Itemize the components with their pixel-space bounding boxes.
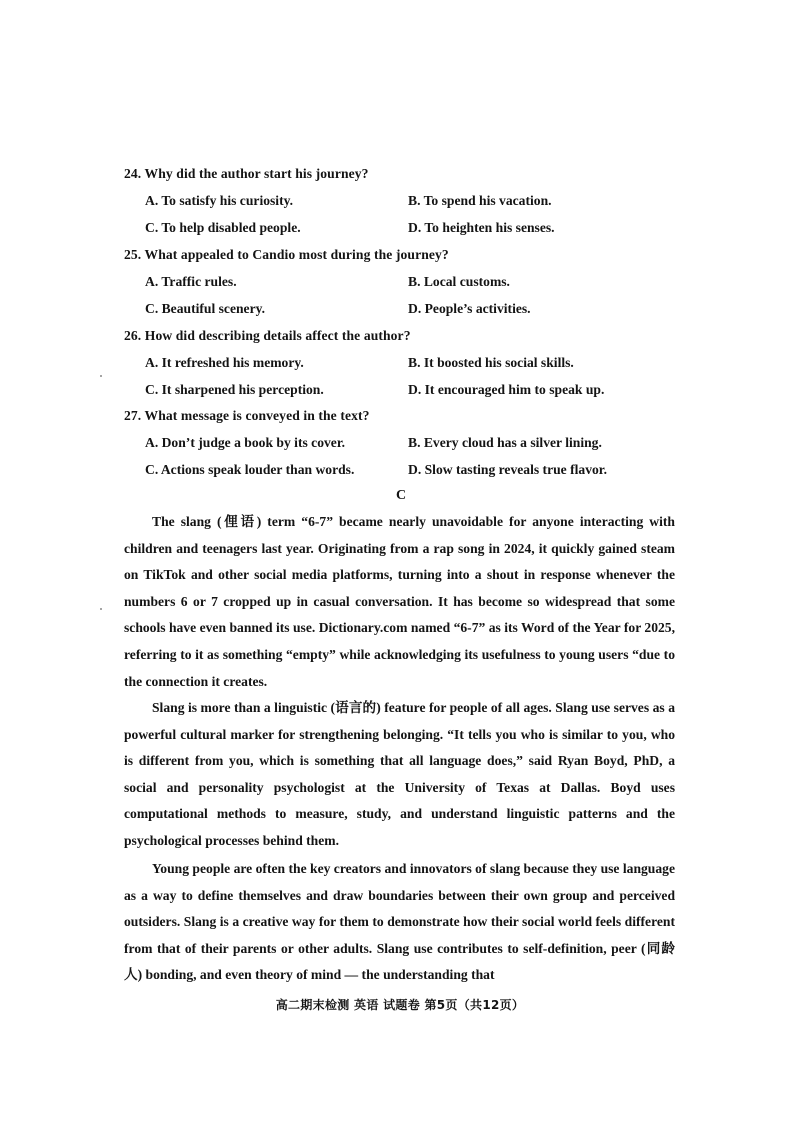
scan-speck (100, 608, 102, 610)
question-25-option-a: A. Traffic rules. (145, 274, 237, 289)
question-27-option-d: D. Slow tasting reveals true flavor. (408, 462, 607, 477)
question-26-option-a: A. It refreshed his memory. (145, 355, 304, 370)
question-24-stem: 24. Why did the author start his journey? (124, 166, 369, 181)
passage-paragraph-3: Young people are often the key creators and innovators of slang because they use language as a way to define themselves and draw boundaries between their own group and perceived outsiders. Slang is a creative way for them to demonstrate how their social world feels different from that of their parents or other adults. Slang use contributes to self-definition, peer (同龄人) bonding, and even theory of mind — the understanding that (124, 861, 675, 983)
question-24-option-d: D. To heighten his senses. (408, 220, 555, 235)
passage-paragraph-2: Slang is more than a linguistic (语言的) feature for people of all ages. Slang use serves as a powerful cultural marker for strengthening belonging. “It tells you who is similar to you, who is different from you, which is something that all language does,” said Ryan Boyd, PhD, a social and personality psychologist at the University of Texas at Dallas. Boyd uses computational methods to measure, study, and understand linguistic patterns and the psychological processes behind them. (124, 700, 675, 848)
question-24-option-c: C. To help disabled people. (145, 220, 301, 235)
question-24-option-b: B. To spend his vacation. (408, 193, 552, 208)
question-26-option-c: C. It sharpened his perception. (145, 382, 324, 397)
section-letter: C (396, 488, 407, 503)
question-25-option-d: D. People’s activities. (408, 301, 531, 316)
question-25-option-c: C. Beautiful scenery. (145, 301, 266, 316)
scan-speck (100, 375, 102, 377)
question-27-stem: 27. What message is conveyed in the text? (124, 408, 370, 423)
question-26-stem: 26. How did describing details affect the author? (124, 328, 411, 343)
passage-paragraph-1: The slang (俚语) term “6-7” became nearly unavoidable for anyone interacting with children and teenagers last year. Originating from a rap song in 2024, it quickly gained steam on TikTok and other social media platforms, turning into a shout in response whenever the numbers 6 or 7 cropped up in casual conversation. It has become so widespread that some schools have even banned its use. Dictionary.com named “6-7” as its Word of the Year for 2025, referring to it as something “empty” while acknowledging its usefulness to young users “due to the connection it creates. (124, 514, 675, 689)
question-26-option-b: B. It boosted his social skills. (408, 355, 574, 370)
question-24-option-a: A. To satisfy his curiosity. (145, 193, 294, 208)
page-footer: 高二期末检测 英语 试题卷 第5页（共12页） (275, 998, 525, 1012)
question-27-option-a: A. Don’t judge a book by its cover. (145, 435, 346, 450)
question-27-option-b: B. Every cloud has a silver lining. (408, 435, 602, 450)
question-25-stem: 25. What appealed to Candio most during the journey? (124, 247, 449, 262)
question-26-option-d: D. It encouraged him to speak up. (408, 382, 605, 397)
question-25-option-b: B. Local customs. (408, 274, 510, 289)
question-27-option-c: C. Actions speak louder than words. (145, 462, 355, 477)
